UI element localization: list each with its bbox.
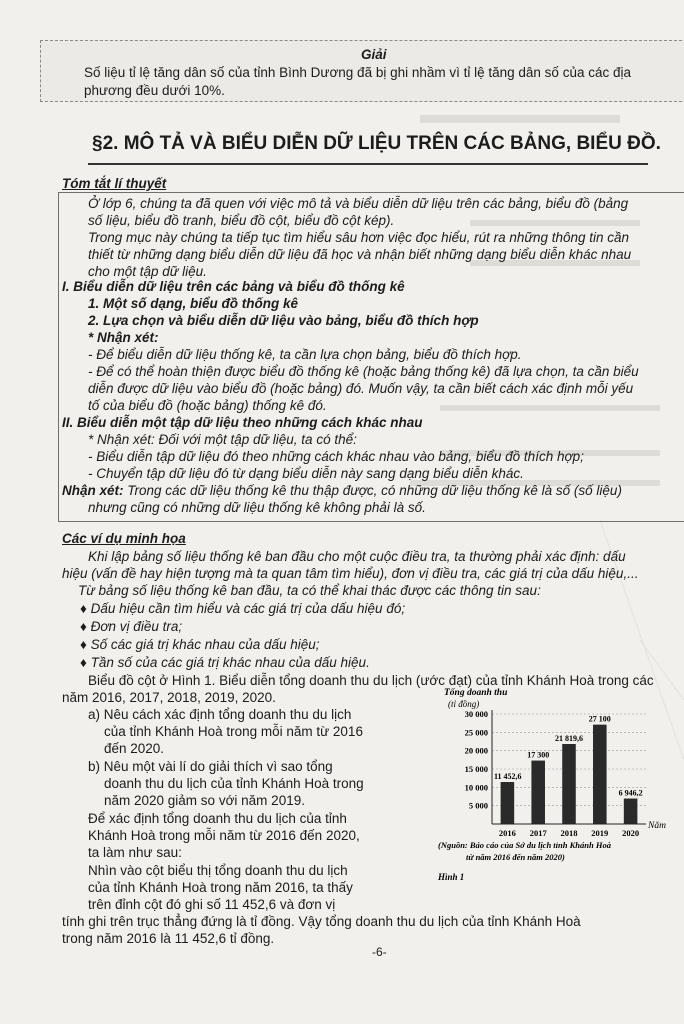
chart-x-tick-label: 2016: [498, 828, 516, 838]
body-line: Để xác định tổng doanh thu du lịch của tỉnh: [88, 811, 347, 826]
chart-x-tick-label: 2019: [591, 828, 609, 838]
body-line: a) Nêu cách xác định tổng doanh thu du lịch: [88, 707, 352, 722]
summary-line: - Để có thể hoàn thiện được biểu đồ thống kê (hoặc bảng thống kê) đã lựa chọn, ta cần biểu: [88, 364, 639, 379]
chart-y-tick-label: 30 000: [464, 709, 488, 719]
chart-caption: Hình 1: [438, 872, 465, 882]
bullet-text: Tần số của các giá trị khác nhau của dấu hiệu.: [90, 655, 370, 670]
summary-line: thiết từ những dạng biểu diễn dữ liệu đã học và nhận biết những dạng biểu diễn khác nhau: [88, 247, 632, 262]
solution-line-1: Số liệu tỉ lệ tăng dân số của tỉnh Bình Dương đã bị ghi nhầm vì tỉ lệ tăng dân số của các địa: [84, 65, 631, 80]
body-line: năm 2020 giảm so với năm 2019.: [104, 793, 305, 808]
chart-y-tick-label: 25 000: [464, 727, 488, 738]
section-title: §2. MÔ TẢ VÀ BIỂU DIỄN DỮ LIỆU TRÊN CÁC BẢNG, BIỂU ĐỒ.: [92, 133, 661, 154]
chart-x-tick-label: 2018: [560, 828, 578, 838]
summary-heading-I: I. Biểu diễn dữ liệu trên các bảng và biểu đồ thống kê: [62, 279, 405, 294]
section-title-underline: [88, 163, 648, 165]
summary-line: - Chuyển tập dữ liệu đó từ dạng biểu diễn này sang dạng biểu diễn khác.: [88, 466, 524, 481]
chart-data-label: 6 946,2: [618, 788, 643, 798]
summary-line: tố của biểu đồ (hoặc bảng) thống kê đó.: [88, 398, 327, 413]
chart-y-tick-label: 10 000: [464, 782, 488, 793]
chart-bar: [562, 744, 576, 824]
examples-heading: Các ví dụ minh họa: [62, 531, 186, 546]
body-line: của tỉnh Khánh Hoà trong mỗi năm từ 2016: [104, 724, 363, 739]
chart-data-label: 17 300: [527, 750, 550, 760]
bullet-item: [80, 654, 370, 671]
examples-line: hiệu (vấn đề hay hiện tượng mà ta quan tâm tìm hiểu), đơn vị điều tra, các giá trị của dấu hiệu,...: [62, 566, 639, 581]
body-line: tính ghi trên trục thẳng đứng là tỉ đồng. Vậy tổng doanh thu du lịch của tỉnh Khánh Hoà: [62, 914, 581, 929]
summary-line: diễn được dữ liệu vào biểu đồ (hoặc bảng) đó. Muốn vậy, ta cần biết cách xác định mỗi yếu: [88, 381, 634, 396]
body-line: của tỉnh Khánh Hoà trong năm 2016, ta thấy: [88, 880, 353, 895]
summary-remark-label: * Nhận xét:: [88, 330, 159, 345]
summary-line: - Biểu diễn tập dữ liệu đó theo những cách khác nhau vào bảng, biểu đồ thích hợp;: [88, 449, 584, 464]
body-line: doanh thu du lịch của tỉnh Khánh Hoà trong: [104, 776, 364, 791]
chart-y-tick-label: 20 000: [464, 745, 488, 756]
solution-heading: Giải: [361, 47, 387, 62]
chart-bar: [624, 799, 638, 824]
chart-x-tick-label: 2017: [529, 828, 547, 838]
chart-xlabel: Năm: [648, 821, 666, 831]
body-line: Nhìn vào cột biểu thị tổng doanh thu du lịch: [88, 863, 348, 878]
chart-yunit: (tỉ đồng): [448, 699, 480, 709]
chart-x-ticks: [499, 828, 639, 838]
examples-line: Khi lập bảng số liệu thống kê ban đầu cho một cuộc điều tra, ta thường phải xác định: dấu: [88, 549, 626, 564]
bullet-icon: ♦: [80, 637, 91, 652]
summary-line: Trong mục này chúng ta tiếp tục tìm hiểu sâu hơn việc đọc hiểu, rút ra những thông tin cần: [88, 230, 630, 245]
page-number: -6-: [372, 945, 387, 959]
chart-y-ticks: [465, 709, 488, 811]
chart-bar: [501, 782, 515, 824]
summary-line: Ở lớp 6, chúng ta đã quen với việc mô tả và biểu diễn dữ liệu trên các bảng, biểu đồ (bảng: [88, 196, 629, 211]
chart-data-label: 21 819,6: [555, 733, 583, 743]
body-line: Khánh Hoà trong mỗi năm từ 2016 đến 2020,: [88, 828, 360, 843]
summary-line: nhưng cũng có những dữ liệu thống kê không phải là số.: [88, 500, 426, 515]
examples-line: Từ bảng số liệu thống kê ban đầu, ta có thể khai thác được các thông tin sau:: [78, 583, 541, 598]
summary-subheading-2: 2. Lựa chọn và biểu diễn dữ liệu vào bảng, biểu đồ thích hợp: [88, 313, 479, 328]
body-line: ta làm như sau:: [88, 845, 182, 860]
body-line: b) Nêu một vài lí do giải thích vì sao tổng: [88, 759, 333, 774]
body-line: trong năm 2016 là 11 452,6 tỉ đồng.: [62, 931, 275, 946]
summary-heading: Tóm tắt lí thuyết: [62, 176, 167, 191]
summary-heading-II: II. Biểu diễn một tập dữ liệu theo những cách khác nhau: [62, 415, 423, 430]
bullet-item: [80, 600, 405, 617]
chart-data-label: 11 452,6: [494, 772, 522, 782]
summary-line: cho một tập dữ liệu.: [88, 264, 207, 279]
body-line: năm 2016, 2017, 2018, 2019, 2020.: [62, 690, 276, 705]
bullet-icon: ♦: [80, 601, 91, 616]
summary-subheading-1: 1. Một số dạng, biểu đồ thống kê: [88, 296, 298, 311]
remark-label: Nhận xét:: [62, 483, 128, 498]
bullet-icon: ♦: [80, 619, 91, 634]
chart-source-2: từ năm 2016 đến năm 2020): [466, 852, 565, 862]
summary-final-remark: [62, 482, 622, 499]
summary-line: - Để biểu diễn dữ liệu thống kê, ta cần lựa chọn bảng, biểu đồ thích hợp.: [88, 347, 522, 362]
bullet-text: Dấu hiệu cần tìm hiểu và các giá trị của dấu hiệu đó;: [90, 601, 406, 616]
chart-y-tick-label: 15 000: [464, 764, 488, 774]
body-line: trên đỉnh cột đó ghi số 11 452,6 và đơn vị: [88, 897, 336, 912]
chart-ylabel: Tổng doanh thu: [444, 688, 508, 698]
chart-data-label: 27 100: [588, 714, 611, 724]
summary-line: số liệu, biểu đồ tranh, biểu đồ cột, biểu đồ cột kép).: [88, 213, 395, 228]
chart-bar: [593, 725, 607, 824]
body-line: Biểu đồ cột ở Hình 1. Biểu diễn tổng doanh thu du lịch (ước đạt) của tỉnh Khánh Hoà trong các: [88, 673, 654, 688]
chart-x-tick-label: 2020: [622, 828, 640, 838]
body-line: đến 2020.: [104, 741, 165, 756]
chart-source-1: (Nguồn: Báo cáo của Sở du lịch tỉnh Khánh Hoà: [438, 840, 611, 850]
bullet-text: Đơn vị điều tra;: [90, 619, 183, 634]
revenue-bar-chart: [408, 684, 684, 898]
remark-text: Trong các dữ liệu thống kê thu thập được, có những dữ liệu thống kê là số (số liệu): [127, 483, 622, 498]
bullet-item: [80, 636, 320, 653]
chart-bar: [531, 761, 545, 824]
chart-y-tick-label: 5 000: [468, 800, 488, 811]
summary-remark: * Nhận xét: Đối với một tập dữ liệu, ta có thể:: [88, 432, 357, 447]
bullet-icon: ♦: [80, 655, 91, 670]
solution-line-2: phương đều dưới 10%.: [84, 83, 225, 98]
bullet-item: [80, 618, 182, 635]
bullet-text: Số các giá trị khác nhau của dấu hiệu;: [90, 637, 320, 652]
